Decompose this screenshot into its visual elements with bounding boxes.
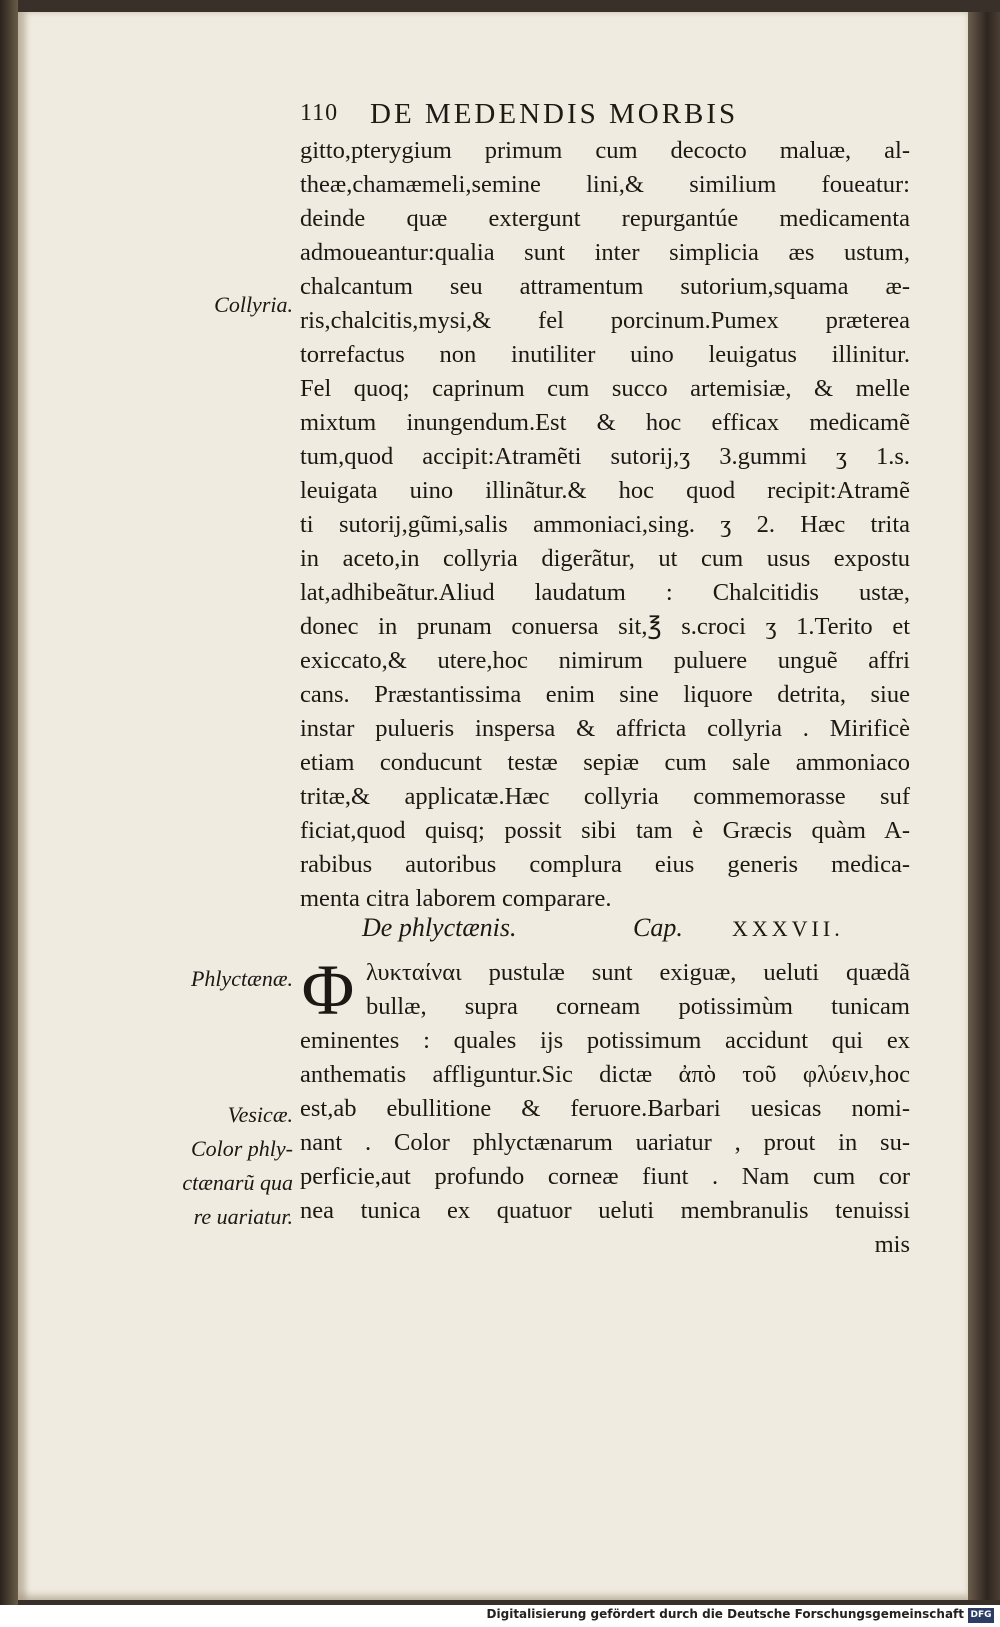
chapter-number: XXXVII. [732,916,844,941]
chapter-heading [300,913,910,949]
text-line: nant . Color phlyctænarum uariatur , prout in su- [300,1129,910,1156]
text-line: admoueantur:qualia sunt inter simplicia æs ustum, [300,239,910,266]
text-line: donec in prunam conuersa sit,℥ s.croci ʒ 1.Terito et [300,613,910,640]
text-line: menta citra laborem comparare. [300,885,612,912]
text-line: cans. Præstantissima enim sine liquore detrita, siue [300,681,910,708]
chapter-cap-label: Cap. [633,913,683,942]
text-line: eminentes : quales ijs potissimum accidunt qui ex [300,1027,910,1054]
text-line: gitto,pterygium primum cum decocto maluæ, al- [300,137,910,164]
page-number: 110 [300,100,339,126]
text-line: etiam conducunt testæ sepiæ cum sale ammoniaco [300,749,910,776]
text-line: Fel quoq; caprinum cum succo artemisiæ, & melle [300,375,910,402]
text-line: ris,chalcitis,mysi,& fel porcinum.Pumex præterea [300,307,910,334]
text-line: nea tunica ex quatuor ueluti membranulis tenuissi [300,1197,910,1224]
text-line: perficie,aut profundo corneæ fiunt . Nam cum cor [300,1163,910,1190]
text-line: est,ab ebullitione & feruore.Barbari uesicas nomi- [300,1095,910,1122]
text-line: ti sutorij,gũmi,salis ammoniaci,sing. ʒ 2. Hæc trita [300,511,910,538]
digitization-footer [0,1605,1000,1627]
chapter-text-block [300,950,910,1262]
margin-note-color-line-2: ctænarũ qua [182,1170,293,1195]
text-line: lat,adhibeãtur.Aliud laudatum : Chalcitidis ustæ, [300,579,910,606]
page-left-edge [0,0,18,1605]
text-line: rabibus autoribus complura eius generis medica- [300,851,910,878]
running-header [300,98,860,134]
text-line: ficiat,quod quisq; possit sibi tam è Græcis quàm A- [300,817,910,844]
funding-credit: Digitalisierung gefördert durch die Deutsche Forschungsgemeinschaft [486,1607,964,1621]
catchword: mis [874,1231,910,1258]
text-line: instar pulueris inspersa & affricta collyria . Mirificè [300,715,910,742]
text-line: leuigata uino illinãtur.& hoc quod recipit:Atramẽ [300,477,910,504]
text-line: exiccato,& utere,hoc nimirum puluere unguẽ affri [300,647,910,674]
dfg-logo-icon: DFG [968,1608,994,1623]
margin-note-color-line-3: re uariatur. [193,1204,293,1229]
margin-note-phlyctaenae: Phlyctænæ. [190,966,293,991]
margin-note-color-line-1: Color phly- [190,1136,293,1161]
text-line: torrefactus non inutiliter uino leuigatus illinitur. [300,341,910,368]
text-line: theæ,chamæmeli,semine lini,& similium foueatur: [300,171,910,198]
text-line: mixtum inungendum.Est & hoc efficax medicamẽ [300,409,910,436]
text-line: deinde quæ extergunt repurgantúe medicamenta [300,205,910,232]
chapter-title: De phlyctænis. [362,913,517,942]
text-line: anthematis affliguntur.Sic dictæ ἀπὸ τοῦ φλύειν,hoc [300,1061,910,1088]
margin-note-vesicae: Vesicæ. [227,1102,293,1127]
page-right-edge [968,12,1000,1600]
text-line: bullæ, supra corneam potissimùm tunicam [366,993,910,1020]
margin-note-collyria: Collyria. [214,292,293,317]
text-line: λυκταίναι pustulæ sunt exiguæ, ueluti quædã [366,959,910,986]
text-line: in aceto,in collyria digerãtur, ut cum usus expostu [300,545,910,572]
running-title: DE MEDENDIS MORBIS [370,98,739,130]
text-line: tritæ,& applicatæ.Hæc collyria commemorasse suf [300,783,910,810]
initial-letter: Φ [301,950,355,1030]
text-line: tum,quod accipit:Atramẽti sutorij,ʒ 3.gummi ʒ 1.s. [300,443,910,470]
main-text-block [300,134,910,916]
text-line: chalcantum seu attramentum sutorium,squama æ- [300,273,910,300]
